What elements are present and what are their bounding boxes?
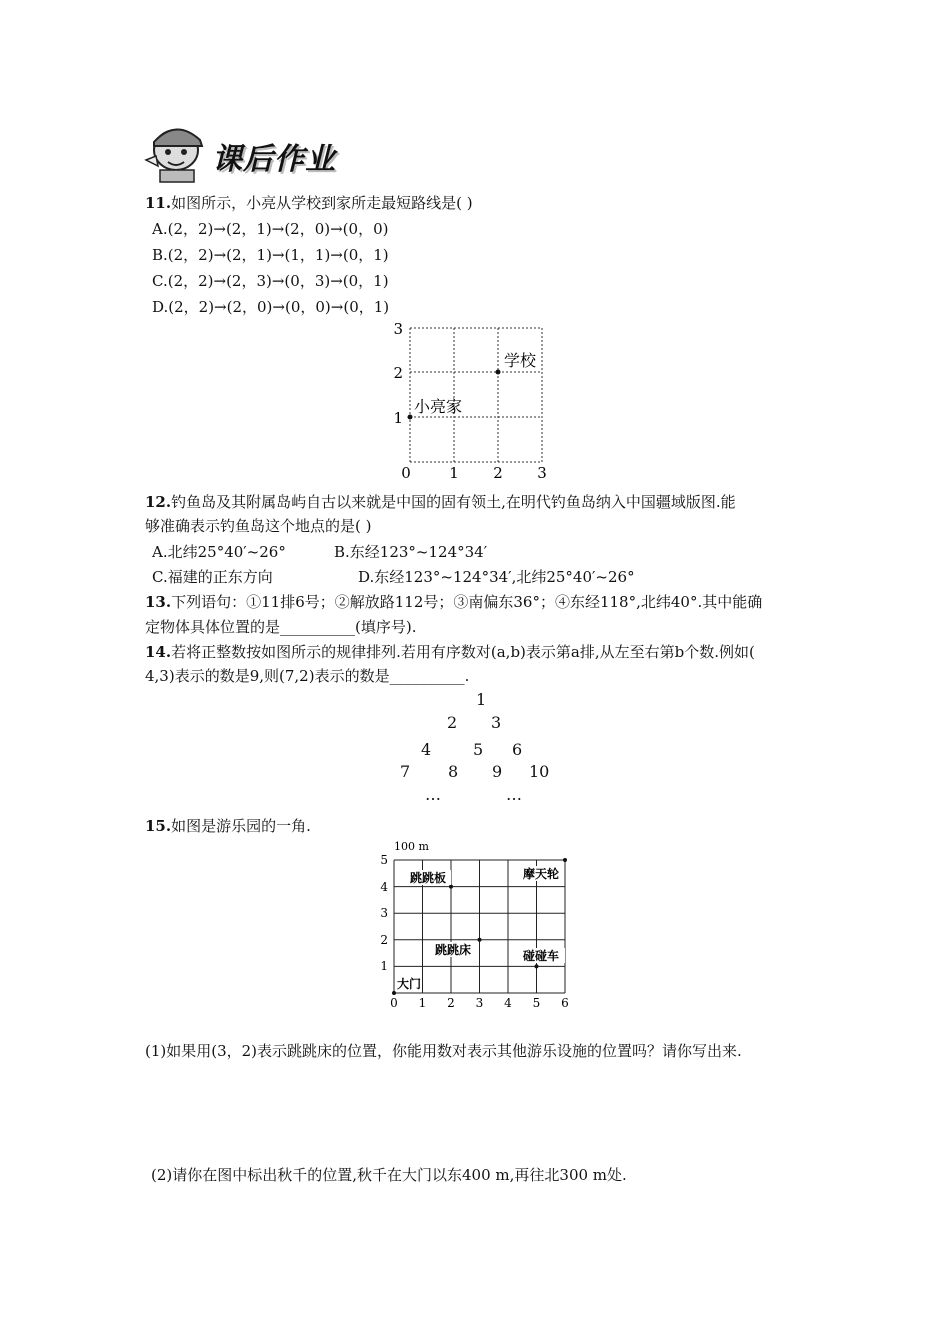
q12-option-d: D.东经123°~124°34′,北纬25°40′~26° [358,568,635,586]
trampoline-jump-point [449,885,453,889]
triangle-ellipsis: … [425,785,441,804]
triangle-number: 5 [473,740,484,759]
triangle-number: 10 [529,762,550,781]
gate-label: 大门 [397,977,422,991]
y-tick: 1 [380,959,388,973]
x-tick: 1 [449,464,459,482]
y-tick: 3 [393,320,403,338]
trampoline-jump-label: 跳跳板 [410,871,447,885]
q14-line1-text: 若将正整数按如图所示的规律排列.若用有序数对(a,b)表示第a排,从左至右第b个数.例如( [171,643,755,661]
q12-stem-line1 [145,492,736,512]
x-tick: 3 [537,464,547,482]
y-tick: 5 [380,853,388,867]
q11-grid-figure [390,320,560,485]
q11-number: 11. [145,194,172,212]
gate-point [392,991,396,995]
x-tick: 1 [418,996,427,1010]
trampoline-bed-point [478,938,482,942]
y-tick: 3 [380,906,388,920]
q14-number: 14. [145,643,172,661]
q14-line2: 4,3)表示的数是9,则(7,2)表示的数是__________. [145,667,470,685]
x-tick: 3 [475,996,484,1010]
y-tick: 2 [393,364,403,382]
y-tick: 1 [393,409,403,427]
cartoon-boy-icon [140,120,220,184]
banner-title: 课后作业 [212,142,336,177]
q15-park-grid [370,838,580,1013]
q12-stem-text: 钓鱼岛及其附属岛屿自古以来就是中国的固有领土,在明代钓鱼岛纳入中国疆域版图.能 [171,493,736,511]
x-tick: 4 [504,996,512,1010]
x-tick: 6 [561,996,569,1010]
q11-option-a: A.(2，2)→(2，1)→(2，0)→(0，0) [152,220,389,238]
trampoline-bed-label: 跳跳床 [435,943,472,957]
q15-part1: (1)如果用(3，2)表示跳跳床的位置，你能用数对表示其他游乐设施的位置吗？请你写出来. [145,1042,742,1060]
q15-stem [145,816,311,836]
x-tick: 2 [493,464,503,482]
school-label: 学校 [504,351,537,370]
triangle-number: 4 [421,740,432,759]
y-tick: 4 [380,880,388,894]
q15-number: 15. [145,817,172,835]
q15-part2: (2)请你在图中标出秋千的位置,秋千在大门以东400 m,再往北300 m处. [151,1166,627,1184]
q12-stem-line2: 够准确表示钓鱼岛这个地点的是( ) [145,517,372,535]
triangle-number: 6 [512,740,523,759]
q11-option-d: D.(2，2)→(2，0)→(0，0)→(0，1) [152,298,390,316]
y-tick: 2 [380,933,388,947]
bumper-car-label: 碰碰车 [523,949,560,963]
q14-line1 [145,642,755,662]
x-tick: 2 [447,996,455,1010]
homework-banner [140,120,342,184]
triangle-number: 3 [491,713,502,732]
q15-stem-text: 如图是游乐园的一角. [171,817,311,835]
q12-option-b: B.东经123°~124°34′ [334,543,488,561]
school-point [496,370,501,375]
q13-number: 13. [145,593,172,611]
q13-line2: 定物体具体位置的是__________(填序号). [145,618,417,636]
home-label: 小亮家 [414,397,463,416]
q11-option-b: B.(2，2)→(2，1)→(1，1)→(0，1) [152,246,389,264]
x-tick: 0 [401,464,411,482]
ferris-wheel-label: 摩天轮 [523,867,560,881]
triangle-number: 7 [400,762,411,781]
q13-line1-text: 下列语句：①11排6号；②解放路112号；③南偏东36°；④东经118°,北纬40°.其中能确 [171,593,763,611]
x-tick: 5 [532,996,541,1010]
home-point [408,415,413,420]
triangle-ellipsis: … [506,785,522,804]
q13-line1 [145,592,762,612]
q11-stem-text: 如图所示，小亮从学校到家所走最短路线是( ) [171,194,473,212]
x-tick: 0 [390,996,398,1010]
q11-option-c: C.(2，2)→(2，3)→(0，3)→(0，1) [152,272,389,290]
triangle-number: 9 [492,762,503,781]
triangle-number: 8 [448,762,459,781]
q12-number: 12. [145,493,172,511]
triangle-number: 2 [447,713,458,732]
bumper-car-point [535,964,539,968]
scale-label: 100 m [394,840,429,853]
q11-stem [145,193,473,213]
q12-option-a: A.北纬25°40′~26° [152,543,286,561]
triangle-number: 1 [476,690,487,709]
ferris-wheel-point [563,858,567,862]
q12-option-c: C.福建的正东方向 [152,568,273,586]
